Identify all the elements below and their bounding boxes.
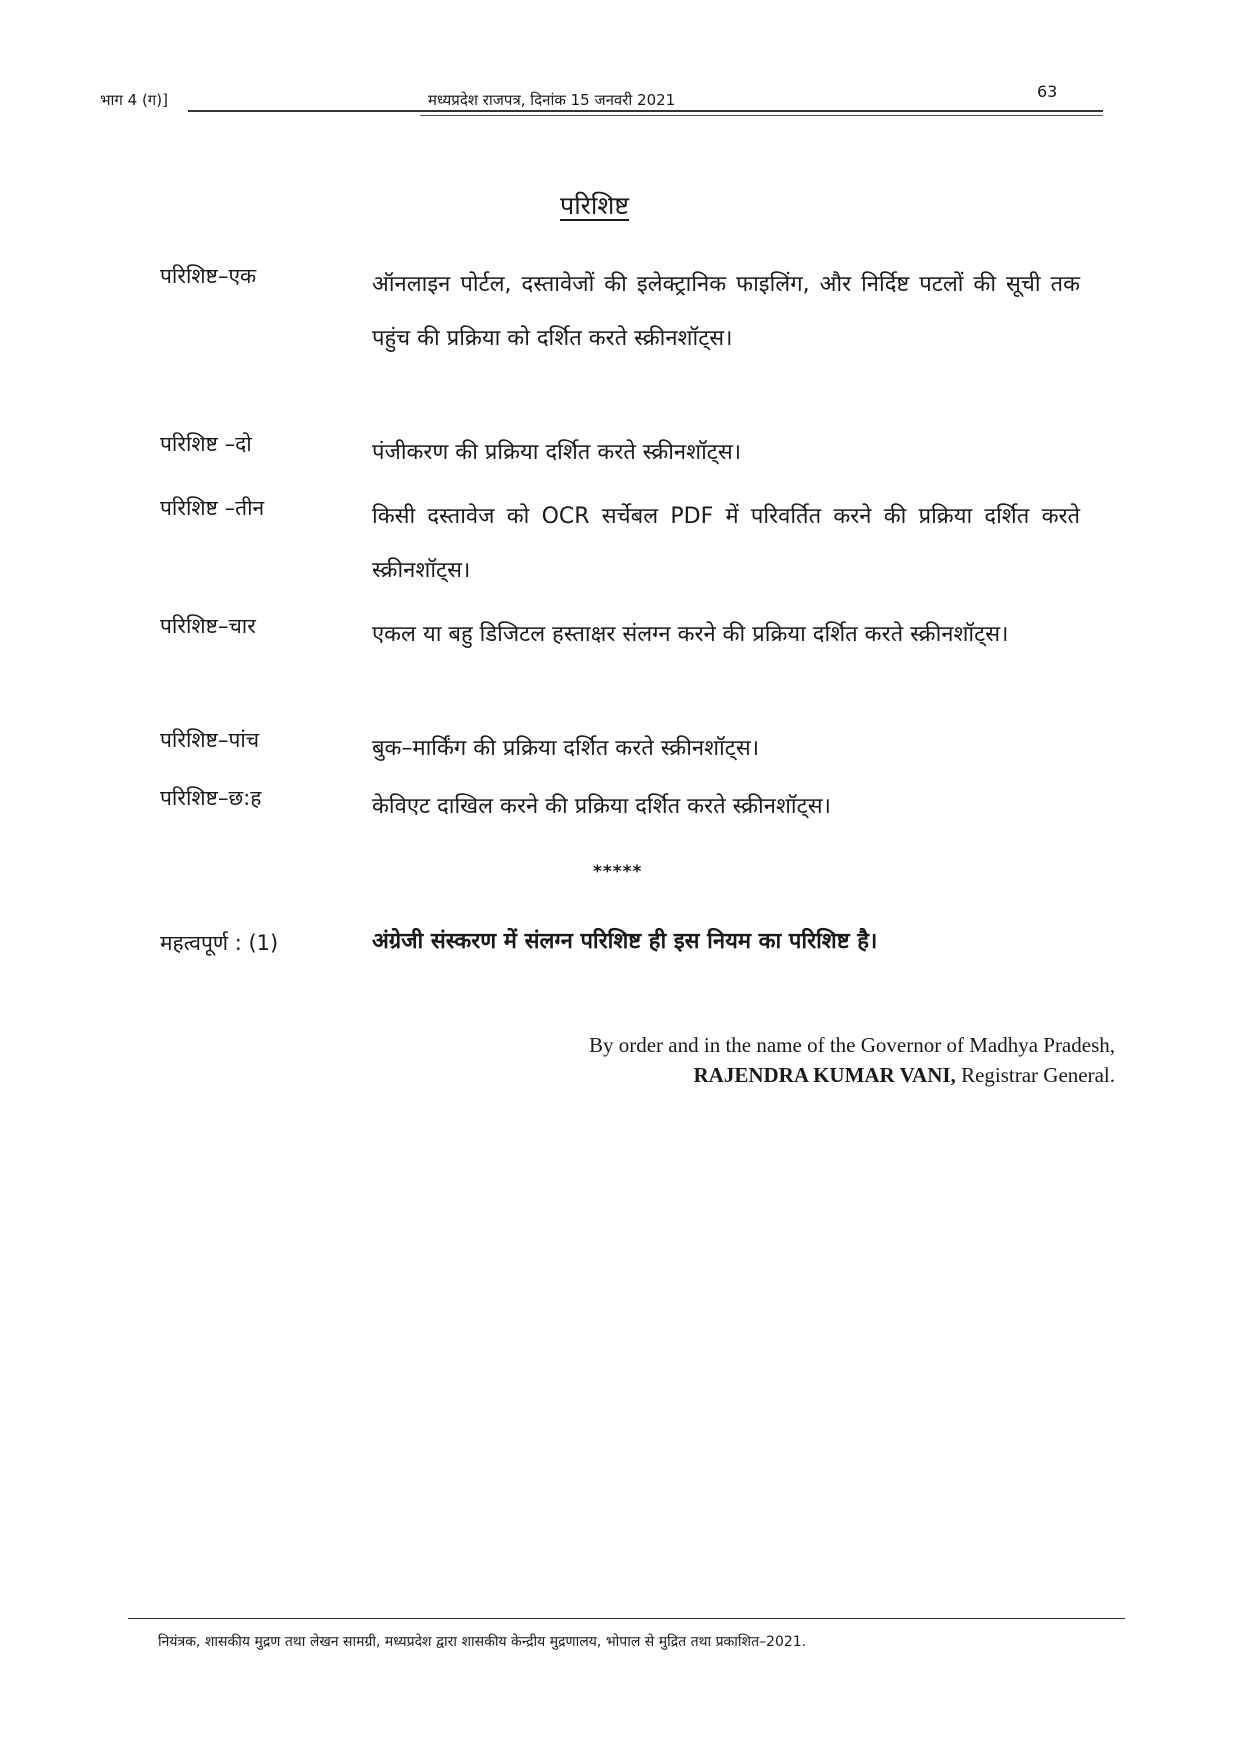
separator-stars: ***** — [593, 862, 643, 882]
appendix-text: किसी दस्तावेज को OCR सर्चेबल PDF में परिवर्तित करने की प्रक्रिया दर्शित करते स्क्रीनशॉट्स। — [372, 504, 1080, 583]
important-label: महत्वपूर्ण : (1) — [160, 931, 279, 955]
signatory-name: RAJENDRA KUMAR VANI, — [693, 1063, 956, 1087]
appendix-text: केविएट दाखिल करने की प्रक्रिया दर्शित करते स्क्रीनशॉट्स। — [372, 794, 831, 819]
signatory-designation: Registrar General. — [955, 1063, 1115, 1087]
appendix-label: परिशिष्ट –तीन — [160, 496, 265, 520]
header-part: भाग 4 (ग)] — [100, 91, 168, 109]
header-rule — [188, 110, 1103, 112]
printer-footer: नियंत्रक, शासकीय मुद्रण तथा लेखन सामग्री, मध्यप्रदेश द्वारा शासकीय केन्द्रीय मुद्रणालय, भोपाल से मुद्रित तथा प्रकाशित–2021. — [158, 1634, 807, 1650]
appendix-label: परिशिष्ट–पांच — [160, 728, 260, 752]
appendix-text: ऑनलाइन पोर्टल, दस्तावेजों की इलेक्ट्रानिक फाइलिंग, और निर्दिष्ट पटलों की सूची तक पहुंच की प्रक्रिया को दर्शित करते स्क्रीनशॉट्स। — [372, 272, 1080, 351]
header-title: मध्यप्रदेश राजपत्र, दिनांक 15 जनवरी 2021 — [428, 91, 676, 109]
order-signature — [589, 1030, 1115, 1090]
appendix-text: एकल या बहु डिजिटल हस्ताक्षर संलग्न करने की प्रक्रिया दर्शित करते स्क्रीनशॉट्स। — [372, 622, 1009, 647]
page-number: 63 — [1037, 82, 1058, 101]
appendix-label: परिशिष्ट –दो — [160, 432, 252, 456]
header-rule-secondary — [420, 115, 1103, 116]
appendix-label: परिशिष्ट–एक — [160, 264, 257, 288]
important-text: अंग्रेजी संस्करण में संलग्न परिशिष्ट ही इस नियम का परिशिष्ट है। — [372, 929, 878, 954]
signatory-line — [589, 1060, 1115, 1090]
order-line: By order and in the name of the Governor of Madhya Pradesh, — [588, 1033, 1115, 1057]
appendix-label: परिशिष्ट–चार — [160, 614, 256, 638]
appendix-label: परिशिष्ट–छ:ह — [160, 786, 262, 810]
footer-rule — [128, 1618, 1125, 1619]
appendix-text: पंजीकरण की प्रक्रिया दर्शित करते स्क्रीनशॉट्स। — [372, 440, 742, 465]
section-heading: परिशिष्ट — [560, 191, 629, 220]
appendix-text: बुक–मार्किंग की प्रक्रिया दर्शित करते स्क्रीनशॉट्स। — [372, 736, 760, 761]
